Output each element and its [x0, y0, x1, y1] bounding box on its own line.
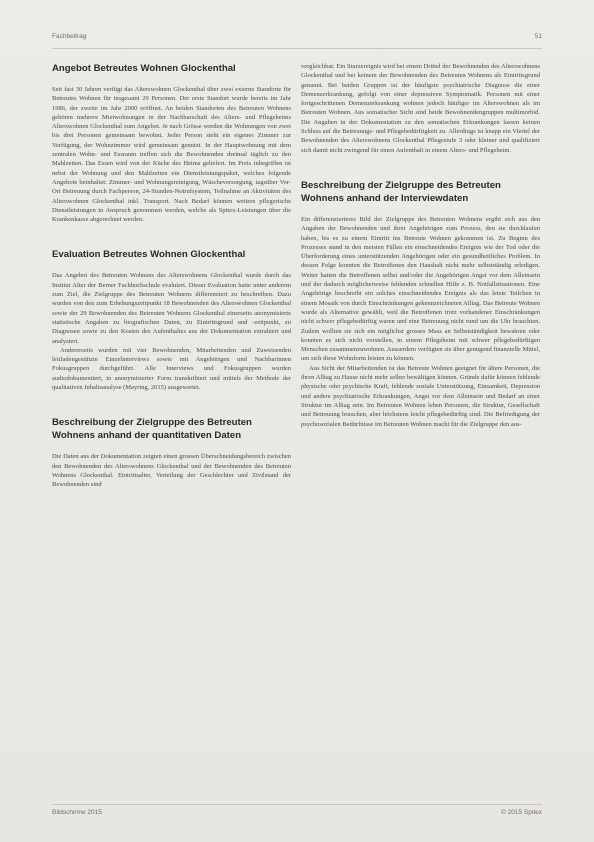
section-angebot: [52, 62, 291, 224]
section-quantitative: [52, 416, 291, 489]
paragraph: Das Angebot des Betreuten Wohnens des Alterswohnens Glockenthal wurde durch das Institut Alter der Berner Fachhochschule evaluiert. Dieser Evaluation hatte unter anderem zum Ziel, die Zielgruppe des Betreuten Wohnens differenziert zu beschreiben. Dazu wurden von den zum Erhebungszeitpunkt 18 Bewohnenden des Alterswohnen Glockenthal sowie der 29 Bewohnenden des Betreuten Wohnens Glockenthal einerseits anonymisierte statistische Angaben zu biografischen Daten, zu Eintrittsgrund und -zeitpunkt, zu Diagnosen sowie zu den Kosten des Aufenthaltes aus der Dokumentation extrahiert und analysiert.: [52, 272, 291, 345]
header-section-label: Fachbeitrag: [52, 33, 87, 40]
header-rule: [52, 48, 542, 49]
footer-copyright: © 2015 Spitex: [501, 809, 542, 816]
left-column: [52, 62, 291, 798]
page-header: [52, 33, 542, 40]
header-page-number: 51: [534, 33, 542, 40]
right-column: [301, 62, 540, 798]
paragraph: Aus Sicht der Mitarbeitenden ist das Betreute Wohnen geeignet für ältere Personen, die ihren Alltag zu Hause nicht mehr selber bewältigen können. Gründe dafür können fehlende physische oder psychische Kraft, fehlende soziale Unterstützung, Einsamkeit, Depression und andere psychiatrische Erkrankungen, Angst vor dem Alleinsein und Bedarf an einer Struktur im Alltag sein. Im Betreuten Wohnen leben Personen, die Struktur, Gesellschaft und Betreuung brauchen, aber höchstens leicht pflegebedürftig sind. Die Befriedigung der psychosozialen Bedürfnisse im Betreuten Wohnen macht für die Zielgruppe den aus-: [301, 364, 540, 428]
section-interviewdaten: [301, 179, 540, 429]
section-heading: Angebot Betreutes Wohnen Glockenthal: [52, 63, 236, 74]
page-footer: [52, 809, 542, 816]
section-heading: Evaluation Betreutes Wohnen Glockenthal: [52, 249, 246, 261]
paragraph: vergleichbar. Ein Sturzereignis wird bei einem Drittel der Bewohnenden des Alterswohnens Glockenthal und bei keinem der Bewohnenden des Betreuten Wohnens als Eintrittsgrund genannt. Bei beiden Gruppen ist der häufigste psychiatrische Diagnose die einer Demenzerkrankung, gefolgt von einer depressiven Symptomatik. Personen mit einer fortgeschrittenen Demenzerkrankung wohnen jedoch häufiger im Alterswohnen als im Betreuten Wohnen. Aus somatischer Sicht sind beide Bewohnendengruppen multimorbid. Die Angaben in der Dokumentation zu den somatischen Erkrankungen lassen keinen Schluss auf die Betreuungs- und Pflegebedürftigkeit zu. Allerdings ist knapp ein Viertel der Bewohnenden des Alterswohnens Glockenthal Pflegestufe 3 oder kleiner und qualifiziert sich damit nicht zwingend für einen Aufenthalt in einem Alters- und Pflegeheim.: [301, 63, 540, 154]
section-continued: [301, 62, 540, 155]
section-evaluation: [52, 248, 291, 392]
section-heading: Beschreibung der Zielgruppe des Betreuten Wohnens anhand der Interviewdaten: [301, 179, 501, 204]
paragraph: Die Daten aus der Dokumentation zeigten einen grossen Überschneidungsbereich zwischen den Bewohnenden des Alterswohnens Glockenthal und der Bewohnenden des Betreuten Wohnens Glockenthal. Eintrittsalter, Verteilung der Geschlechter und Zivilstand der Bewohnenden sind: [52, 453, 291, 489]
paragraph: Seit fast 30 Jahren verfügt das Alterswohnen Glockenthal über zwei externe Standorte für Betreutes Wohnen für insgesamt 29 Personen. Der erste Standort wurde bereits im Jahr 1986, der zweite im Jahr 2000 eröffnet. An beiden Standorten des Betreuten Wohnens gehören mehrere Mietwohnungen in der Nachbarschaft des Alters- und Pflegeheims Alterswohnen Glockenthal zum Angebot. Je nach Grösse werden die Wohnungen von zwei bis drei Personen gemeinsam bewohnt. Jeder Person steht ein eigenes Zimmer zur Verfügung, der Wohnzimmer wird gemeinsam genutzt. In der Hauptwohnung mit dem zentralen Wohn- und Essraum treffen sich die Bewohnenden dreimal täglich zu den Mahlzeiten. Das Essen wird von der Küche des Heims geliefert. Im Preis inbegriffen ist nebst der Wohnung und den Mahlzeiten ein Dienstleistungspaket, welches folgende Angebote beinhaltet: Zimmer- und Wohnungsreinigung, Wäscheversorgung, tagsüber Vor-Ort Betreuung durch Fachperson, 24-Stunden-Notrufsystem, Teilnahme an Aktivitäten des Alterswohnen Glockenthal inkl. Transport. Nach Bedarf können weitere pflegerische Dienstleistungen in Anspruch genommen werden, welche als Spitex-Leistungen über die Krankenkasse abgerechnet werden.: [52, 86, 291, 224]
paragraph: Ein differenzierteres Bild der Zielgruppe des Betreuten Wohnens ergibt sich aus den Angaben der Bewohnenden und ihrer Angehörigen zum Prozess, den sie durchlaufen haben, bis es zu einem Eintritt ins Betreute Wohnen gekommen ist. Zu Beginn des Prozesses stand in den meisten Fällen ein einschneidendes Ereignis wie der Tod oder die Überforderung eines unterstützenden Angehörigen oder ein gesundheitliches Problem. In dessen Folge konnten die Betroffenen den Haushalt nicht mehr selbstständig erledigen. Weiter hatten die Betroffenen selbst und/oder die Angehörigen Angst vor dem Alleinsein und der dadurch möglicherweise fehlenden schnellen Hilfe z. B. Notfallsituationen. Eine Angehörige beschreibt ein solches einschneidendes Ereignis als das letzte Teilchen in einem Mosaik von durch Einschränkungen gekennzeichneten Alltag. Das Betreute Wohnen wurde als Alternative gewählt, weil die Betroffenen trotz vorhandener Einschränkungen nicht schwer pflegebedürftig waren und eine Betreuung nicht rund um die Uhr brauchten. Zudem wollten sie sich ein möglichst grosses Mass an Selbstständigkeit bewahren oder konnten es sich nicht vorstellen, in einem Pflegeheim mit schwer pflegebedürftigen Menschen zusammenzuwohnen. Ausserdem verfügten sie über genügend finanzielle Mittel, um sich diese Wohnform leisten zu können.: [301, 215, 540, 363]
paragraph: Andererseits wurden mit vier Bewohnenden, Mitarbeitenden und Zuweisenden leitfadengestützte Einzelinterviews sowie mit Angehörigen und Nachbarinnen Fokusgruppen durchgeführt. Alle Interviews und Fokusgruppen wurden audiodokumentiert, in anonymisierter Form transkribiert und mittels der Methode der qualitativen Inhaltsanalyse (Mayring, 2015) ausgewertet.: [52, 346, 291, 392]
footer-rule: [52, 804, 542, 805]
footer-publication: Bildschirme 2015: [52, 809, 102, 816]
section-heading: Beschreibung der Zielgruppe des Betreuten Wohnens anhand der quantitativen Daten: [52, 417, 252, 442]
